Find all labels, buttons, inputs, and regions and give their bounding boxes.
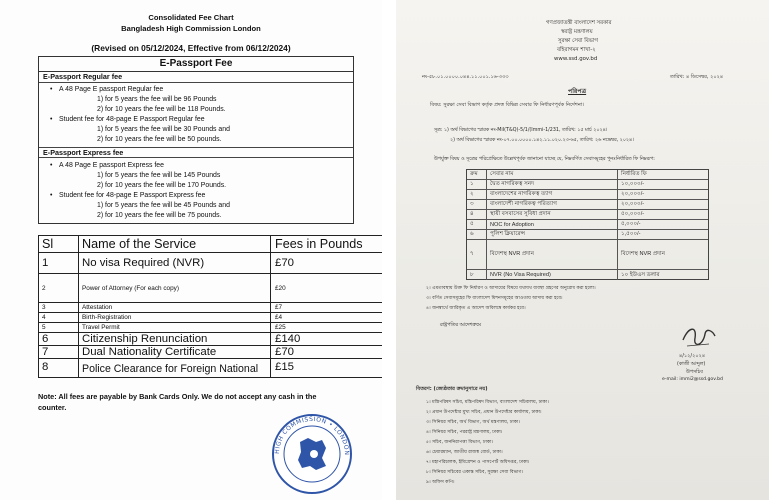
row-service: স্থায়ী বসবাসের সুবিধা প্রদান — [487, 210, 618, 219]
reference-1: সূত্র: ১) অর্থ বিভাগের স্মারক নং-MiI(T&Q)-5/1/(Immi-1/231, তারিখ: ১৫ মার্চ ২০২৪। — [434, 128, 608, 133]
distribution-item: ২। প্রধান উপদেষ্টার মুখ্য সচিব, প্রধান উপদেষ্টার কার্যালয়, ঢাকা। — [426, 410, 542, 415]
table-row — [39, 313, 384, 323]
col-header-service: Name of the Service — [79, 236, 271, 252]
regular-fee-heading: E-Passport Regular fee — [39, 72, 353, 83]
signatory-name: (কাজী আব্দুল) — [677, 362, 706, 367]
table-row — [467, 180, 708, 190]
row-sl: ৩ — [467, 200, 487, 209]
express-bullet-2: • Student fee for 48-page E Passport Express fee — [59, 191, 205, 200]
express-bullet-1: • A 48 Page E passport Express fee — [59, 161, 164, 170]
express-student-10yr-fee: 2) for 10 years the fee will be 75 pounds. — [97, 212, 222, 219]
distribution-item: ৮। সিনিয়র সচিবের একান্ত সচিব, সুরক্ষা সেবা বিভাগ। — [426, 470, 523, 475]
express-10yr-fee: 2) for 10 years the fee will be 170 Pounds. — [97, 182, 227, 189]
distribution-item: ১। মন্ত্রিপরিষদ সচিব, মন্ত্রিপরিষদ বিভাগ, বাংলাদেশ সচিবালয়, ঢাকা। — [426, 400, 549, 405]
row-service: বাংলাদেশের নাগরিকত্ব ত্যাগ — [487, 190, 618, 199]
row-fee: £70 — [275, 257, 295, 269]
regular-bullet-2: • Student fee for 48-page E Passport Regular fee — [59, 115, 205, 124]
row-fee: £20 — [275, 284, 286, 292]
row-service: Power of Attorney (For each copy) — [79, 274, 271, 302]
row-fee: £4 — [275, 314, 283, 321]
high-commission-seal-icon — [270, 412, 354, 496]
row-sl: 3 — [39, 303, 79, 312]
payment-note-line-2: counter. — [38, 403, 67, 412]
row-fee: ১,৫০০/- — [621, 231, 641, 237]
row-fee: ১০ ইউএস ডলার — [621, 271, 660, 278]
government-circular-photo — [396, 0, 769, 500]
signatory-email: e-mail: immi2@ssd.gov.bd — [662, 377, 723, 382]
doc-title: Consolidated Fee Chart — [148, 13, 234, 22]
row-service: Attestation — [79, 303, 271, 312]
table-row — [39, 274, 384, 303]
circular-date: তারিখ: ৪ ডিসেম্বর, ২০২৪ — [670, 74, 724, 80]
distribution-item: ৪। সিনিয়র সচিব, পররাষ্ট্র মন্ত্রণালয়, ঢাকা। — [426, 430, 503, 435]
row-sl: 8 — [39, 359, 79, 378]
fee-chart-document — [0, 0, 382, 500]
table-row — [467, 220, 708, 230]
circular-heading: পরিপত্র — [568, 88, 587, 95]
services-fee-table — [38, 235, 385, 378]
row-fee: £25 — [275, 324, 286, 331]
col-header-sl: Sl — [39, 236, 79, 252]
table-header-row — [467, 170, 708, 180]
row-sl: ৬ — [467, 230, 487, 239]
regular-student-10yr-fee: 2) for 10 years the fee will be 50 pounds. — [97, 136, 222, 143]
epassport-fee-box — [38, 56, 354, 224]
distribution-item: ৩। সিনিয়র সচিব, অর্থ বিভাগ, অর্থ মন্ত্রণালয়, ঢাকা। — [426, 420, 520, 425]
row-sl: ১ — [467, 180, 487, 189]
row-service: Citizenship Renunciation — [79, 333, 271, 345]
distribution-item: ৫। সচিব, জননিরাপত্তা বিভাগ, ঢাকা। — [426, 440, 494, 445]
row-service: পুলিশ ক্লিয়ারেন্স — [487, 230, 618, 239]
row-fee: £70 — [275, 346, 295, 358]
row-sl: 4 — [39, 313, 79, 322]
row-sl: ৭ — [467, 240, 487, 269]
express-student-5yr-fee: 1) for 5 years the fee will be 45 Pounds and — [97, 202, 230, 209]
signature-date: ৪/১২/২০২৪ — [679, 353, 706, 359]
row-sl: ৪ — [467, 210, 487, 219]
col-header-fee: নির্ধারিত ফি — [621, 171, 647, 177]
payment-note — [38, 391, 368, 413]
epassport-fee-title: E-Passport Fee — [39, 57, 353, 72]
col-header-service: সেবার নাম — [487, 170, 618, 179]
paragraph-3: ৩। বর্ণিত সেবাসমূহের ফি বাংলাদেশ মিশনসমূহের আওতায় আদায় করা হবে। — [426, 296, 563, 301]
row-sl: 6 — [39, 333, 79, 345]
row-service: Dual Nationality Certificate — [79, 346, 271, 358]
express-5yr-fee: 1) for 5 years the fee will be 145 Pounds — [97, 172, 221, 179]
row-fee: ২০,০০০/- — [621, 191, 645, 197]
row-sl: 7 — [39, 346, 79, 358]
gov-line-4: বহিরাগমন শাখা-২ — [557, 47, 596, 53]
table-row — [39, 323, 384, 333]
row-fee: ২০,০০০/- — [621, 201, 645, 207]
col-header-fee: Fees in Pounds — [275, 237, 363, 251]
row-fee: ৫০,০০০/- — [621, 211, 645, 217]
table-row — [467, 200, 708, 210]
reference-2: ২) অর্থ বিভাগের স্মারক নং-০৭.০০.০০০০.১৪২.১১.০২০.২৩-৬৫, তারিখ: ২৬ নভেম্বর, ২০২৪। — [450, 138, 634, 143]
regular-student-5yr-fee: 1) for 5 years the fee will be 30 Pounds and — [97, 126, 230, 133]
row-sl: 5 — [39, 323, 79, 332]
gov-line-1: গণপ্রজাতন্ত্রী বাংলাদেশ সরকার — [546, 20, 612, 26]
gov-website: www.ssd.gov.bd — [554, 56, 598, 62]
paragraph-4: ৪। জনস্বার্থে জারিকৃত এ আদেশ অবিলম্বে কার্যকর হবে। — [426, 306, 526, 311]
distribution-item: ৯। অফিস কপি। — [426, 480, 455, 485]
row-fee: ৫,০০০/- — [621, 221, 641, 227]
table-row — [39, 359, 384, 378]
row-fee: £15 — [275, 361, 295, 373]
row-service: বাংলাদেশী নাগরিকত্ব পরিত্যাগ — [487, 200, 618, 209]
table-row — [467, 240, 708, 270]
row-fee: £7 — [275, 304, 283, 311]
intro-paragraph: উপর্যুক্ত বিষয় ও সূত্রের পরিপ্রেক্ষিতে উল্লেখপূর্বক জানানো যাচ্ছে যে, নিম্নবর্ণিত সেবাসমূহের পুনঃনির্ধারিত ফি নিম্নরূপ: — [434, 157, 655, 162]
table-row — [467, 210, 708, 220]
row-service: NOC for Adoption — [487, 220, 618, 229]
table-row — [467, 230, 708, 240]
table-row — [39, 333, 384, 346]
row-service: বিদেশস্থ NVR প্রদান — [487, 240, 618, 269]
gov-line-2: স্বরাষ্ট্র মন্ত্রণালয় — [561, 29, 593, 35]
gov-line-3: সুরক্ষা সেবা বিভাগ — [558, 38, 598, 44]
row-sl: 1 — [39, 253, 79, 273]
row-service: দ্বৈত নাগরিকত্ব সনদ — [487, 180, 618, 189]
distribution-item: ৭। মহাপরিচালক, ইমিগ্রেশন ও পাসপোর্ট অধিদপ্তর, ঢাকা। — [426, 460, 530, 465]
circular-fee-table — [466, 169, 709, 280]
row-service: Birth-Registration — [79, 313, 271, 322]
table-row — [467, 270, 708, 280]
approval-line: রাষ্ট্রপতির আদেশক্রমে — [440, 323, 481, 328]
distribution-title: বিতরণ: (জ্যেষ্ঠতার ক্রমানুসারে নয়) — [416, 386, 488, 392]
paragraph-2: ২। এমতাবস্থায় উক্ত ফি নির্ধারণ ও আদায়ের বিষয়ে যথাযথ ব্যবস্থা গ্রহণের অনুরোধ করা হলো। — [426, 286, 596, 291]
row-sl: ৮ — [467, 270, 487, 280]
image-divider — [382, 0, 396, 500]
distribution-item: ৬। চেয়ারম্যান, জাতীয় রাজস্ব বোর্ড, ঢাকা। — [426, 450, 503, 455]
payment-note-line-1: Note: All fees are payable by Bank Cards Only. We do not accept any cash in the — [38, 392, 317, 401]
circular-subject: বিষয়: সুরক্ষা সেবা বিভাগ কর্তৃক প্রদত্ত বিভিন্ন সেবার ফি নির্ধারণপূর্বক নির্দেশনা। — [430, 102, 584, 108]
table-row — [39, 346, 384, 359]
row-service: Police Clearance for Foreign National — [79, 359, 271, 378]
row-service: Travel Permit — [79, 323, 271, 332]
table-row — [39, 253, 384, 274]
row-fee: বিদেশস্থ NVR প্রদান — [621, 251, 665, 257]
handwritten-signature-icon — [679, 322, 719, 352]
col-header-sl: ক্রম — [467, 170, 487, 179]
regular-10yr-fee: 2) for 10 years the fee will be 118 Pounds. — [97, 106, 226, 113]
row-fee: ১০,০০০/- — [621, 181, 645, 187]
revision-note: (Revised on 05/12/2024, Effective from 06/12/2024) — [91, 43, 291, 53]
table-row — [467, 190, 708, 200]
signatory-title: উপসচিব — [686, 370, 703, 375]
row-fee: £140 — [275, 333, 301, 345]
regular-bullet-1: • A 48 Page E passport Regular fee — [59, 85, 163, 94]
row-sl: ২ — [467, 190, 487, 199]
row-sl: 2 — [39, 274, 79, 302]
table-row — [39, 303, 384, 313]
seal-text: HIGH COMMISSION • LONDON — [273, 415, 351, 456]
express-fee-heading: E-Passport Express fee — [39, 147, 353, 158]
table-header-row — [39, 236, 384, 253]
row-service: NVR (No Visa Required) — [487, 270, 618, 280]
row-sl: ৫ — [467, 220, 487, 229]
row-service: No visa Required (NVR) — [79, 253, 271, 273]
regular-5yr-fee: 1) for 5 years the fee will be 96 Pounds — [97, 96, 217, 103]
doc-subtitle: Bangladesh High Commission London — [121, 24, 261, 33]
reference-number: নং-৫৮.০১.০০০০.০৪৪.১১.০০১.১৬-৩৩৩ — [422, 74, 509, 80]
